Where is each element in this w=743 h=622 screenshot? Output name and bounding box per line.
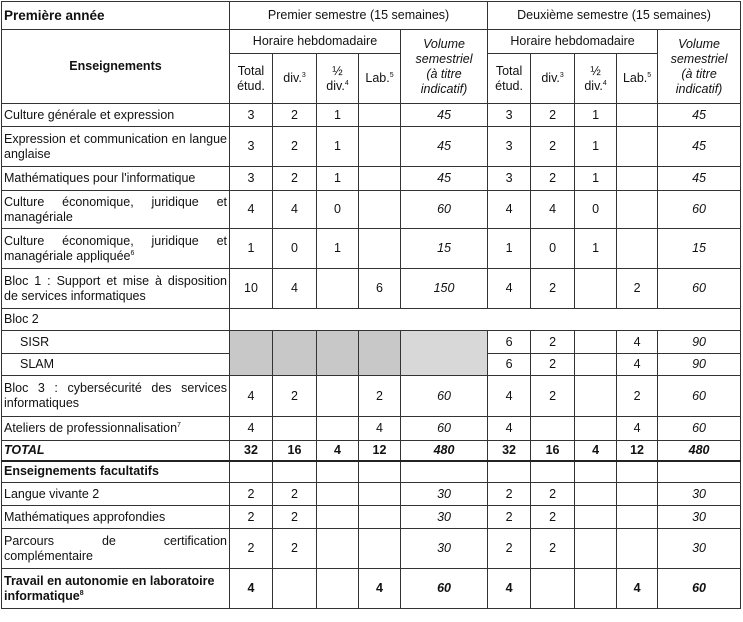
empty-cell: [617, 461, 658, 483]
lab-label: Lab.: [365, 71, 390, 85]
total-line2: étud.: [495, 78, 523, 93]
footnote-marker: 6: [130, 249, 135, 257]
cell: 2: [488, 529, 531, 569]
s2-volume-line1: Volume: [678, 36, 721, 51]
cell: 4: [531, 191, 575, 229]
cell: 2: [531, 376, 575, 417]
s1-horaire-header: Horaire hebdomadaire: [230, 30, 401, 54]
s1-total-header: [230, 54, 273, 104]
cell-volume: 15: [401, 229, 488, 269]
cell: 4: [273, 191, 317, 229]
cell: [575, 506, 617, 529]
cell-volume: 45: [658, 167, 741, 191]
cell: [317, 529, 359, 569]
cell: 4: [575, 441, 617, 461]
s1-volume-header: [401, 30, 488, 104]
cell: [359, 167, 401, 191]
half-footnote: 4: [602, 79, 607, 87]
half-line2: div.: [584, 78, 603, 93]
footnote-marker: 8: [79, 589, 84, 597]
empty-cell: [359, 461, 401, 483]
cell: 2: [531, 167, 575, 191]
s2-half-div-header: [575, 54, 617, 104]
cell: [317, 483, 359, 506]
cell: 2: [531, 331, 575, 354]
cell: [359, 191, 401, 229]
cell: 0: [575, 191, 617, 229]
s2-volume-line4: indicatif): [675, 81, 723, 96]
table-row: [2, 483, 741, 506]
half-line1: ½: [332, 63, 343, 78]
cell: 2: [531, 529, 575, 569]
cell-volume: 90: [658, 331, 741, 354]
total-line1: Total: [495, 63, 523, 78]
shaded-cell: [317, 331, 359, 376]
cell: 2: [273, 483, 317, 506]
cell-volume: 480: [401, 441, 488, 461]
cell: [317, 506, 359, 529]
s2-volume-line2: semestriel: [670, 51, 728, 66]
cell-volume: 45: [658, 104, 741, 127]
cell: 2: [230, 529, 273, 569]
cell: 32: [488, 441, 531, 461]
row-label-text: Ateliers de professionnalisation: [4, 421, 178, 435]
cell: 2: [230, 506, 273, 529]
cell: 4: [617, 354, 658, 376]
lab-footnote: 5: [647, 71, 652, 79]
cell: 4: [617, 417, 658, 441]
cell: 1: [317, 229, 359, 269]
s2-total-header: [488, 54, 531, 104]
cell: 2: [273, 127, 317, 167]
row-label-text: Culture économique, juridique et managériale appliquée: [4, 233, 227, 263]
half-line2: div.: [326, 78, 345, 93]
cell: [359, 483, 401, 506]
cell: 32: [230, 441, 273, 461]
shaded-cell: [273, 331, 317, 376]
div-footnote: 3: [301, 71, 306, 79]
cell: [617, 127, 658, 167]
cell: [617, 229, 658, 269]
cell-volume: 30: [401, 529, 488, 569]
cell: [359, 127, 401, 167]
table-row: [2, 506, 741, 529]
empty-cell: [317, 461, 359, 483]
cell: 4: [617, 331, 658, 354]
enseignements-header: Enseignements: [2, 30, 230, 104]
empty-cell: [273, 461, 317, 483]
table-row: [2, 529, 741, 569]
row-label: Bloc 1 : Support et mise à disposition de services informatiques: [2, 269, 230, 309]
cell: 16: [273, 441, 317, 461]
row-label-text: Travail en autonomie en laboratoire informatique: [4, 573, 215, 603]
slam-label: SLAM: [2, 354, 230, 376]
cell: [575, 417, 617, 441]
s1-div-header: [273, 54, 317, 104]
table-row: [2, 104, 741, 127]
cell: [317, 569, 359, 609]
s2-volume-header: [658, 30, 741, 104]
row-label: [2, 569, 230, 609]
semester2-header: Deuxième semestre (15 semaines): [488, 2, 741, 30]
cell: 4: [359, 417, 401, 441]
cell-volume: 30: [401, 506, 488, 529]
s2-div-header: [531, 54, 575, 104]
cell: 12: [359, 441, 401, 461]
table-title: Première année: [2, 2, 230, 30]
cell: 3: [488, 127, 531, 167]
s1-lab-header: [359, 54, 401, 104]
s2-lab-header: [617, 54, 658, 104]
cell: 3: [488, 167, 531, 191]
cell: 2: [273, 104, 317, 127]
total-label: TOTAL: [2, 441, 230, 461]
cell: [575, 269, 617, 309]
sisr-label: SISR: [2, 331, 230, 354]
cell: [617, 167, 658, 191]
lab-label: Lab.: [622, 71, 648, 85]
cell: [575, 376, 617, 417]
cell: [531, 417, 575, 441]
row-label: [2, 229, 230, 269]
cell: 12: [617, 441, 658, 461]
cell: 16: [531, 441, 575, 461]
cell-volume: 60: [401, 376, 488, 417]
table-row: [2, 229, 741, 269]
div-label: div.: [541, 71, 560, 85]
semester1-header: Premier semestre (15 semaines): [230, 2, 488, 30]
cell: 4: [230, 191, 273, 229]
table-row: [2, 417, 741, 441]
row-label: Expression et communication en langue anglaise: [2, 127, 230, 167]
cell: 2: [531, 483, 575, 506]
cell-volume: 60: [401, 417, 488, 441]
cell: [317, 417, 359, 441]
cell: 3: [488, 104, 531, 127]
div-footnote: 3: [559, 71, 564, 79]
cell-volume: 60: [658, 191, 741, 229]
cell: [575, 354, 617, 376]
cell: [617, 529, 658, 569]
sisr-row: [2, 331, 741, 354]
cell: 1: [230, 229, 273, 269]
half-footnote: 4: [344, 79, 349, 87]
shaded-cell: [401, 331, 488, 376]
cell-volume: 15: [658, 229, 741, 269]
row-label: Culture économique, juridique et managériale: [2, 191, 230, 229]
cell-volume: 45: [401, 127, 488, 167]
cell: 4: [488, 191, 531, 229]
s1-volume-line3: (à titre: [426, 66, 462, 81]
cell: [359, 506, 401, 529]
row-label: Parcours de certification complémentaire: [2, 529, 230, 569]
cell: 10: [230, 269, 273, 309]
cell: 6: [488, 331, 531, 354]
cell: [359, 529, 401, 569]
total-line2: étud.: [237, 78, 265, 93]
total-line1: Total: [237, 63, 265, 78]
curriculum-table: [1, 1, 741, 609]
total-row: [2, 441, 741, 461]
header-row-semesters: [2, 2, 741, 30]
footnote-marker: 7: [177, 421, 181, 429]
table-row: [2, 167, 741, 191]
cell: 2: [273, 529, 317, 569]
cell: 4: [617, 569, 658, 609]
s1-volume-line1: Volume: [423, 36, 465, 51]
bloc2-empty: [230, 309, 741, 331]
cell: [575, 331, 617, 354]
cell-volume: 30: [658, 506, 741, 529]
cell: [359, 229, 401, 269]
cell: [317, 269, 359, 309]
row-label: Bloc 3 : cybersécurité des services informatiques: [2, 376, 230, 417]
cell: 4: [488, 569, 531, 609]
facultatifs-label: Enseignements facultatifs: [2, 461, 230, 483]
cell: 4: [230, 376, 273, 417]
cell-volume: 480: [658, 441, 741, 461]
row-label: Mathématiques approfondies: [2, 506, 230, 529]
cell: 2: [273, 376, 317, 417]
cell-volume: 60: [401, 569, 488, 609]
cell: [273, 417, 317, 441]
cell: 0: [273, 229, 317, 269]
cell: 2: [531, 354, 575, 376]
cell-volume: 150: [401, 269, 488, 309]
row-label: Mathématiques pour l'informatique: [2, 167, 230, 191]
empty-cell: [531, 461, 575, 483]
s1-volume-line2: semestriel: [415, 51, 473, 66]
cell: 4: [488, 269, 531, 309]
cell: 0: [317, 191, 359, 229]
cell: 1: [317, 167, 359, 191]
table-row: [2, 269, 741, 309]
cell-volume: 30: [401, 483, 488, 506]
cell: [359, 104, 401, 127]
cell: [617, 104, 658, 127]
cell-volume: 90: [658, 354, 741, 376]
cell-volume: 45: [401, 104, 488, 127]
empty-cell: [658, 461, 741, 483]
shaded-cell: [230, 331, 273, 376]
cell: 1: [317, 104, 359, 127]
cell: 3: [230, 104, 273, 127]
cell-volume: 30: [658, 529, 741, 569]
cell: 1: [317, 127, 359, 167]
cell-volume: 60: [658, 269, 741, 309]
cell: [575, 483, 617, 506]
cell: 2: [488, 483, 531, 506]
cell: [617, 191, 658, 229]
cell: [531, 569, 575, 609]
cell: 6: [488, 354, 531, 376]
s2-volume-line3: (à titre: [681, 66, 717, 81]
cell: 2: [531, 104, 575, 127]
div-label: div.: [283, 71, 302, 85]
empty-cell: [575, 461, 617, 483]
cell: 2: [273, 167, 317, 191]
empty-cell: [401, 461, 488, 483]
autonomie-row: [2, 569, 741, 609]
lab-footnote: 5: [389, 71, 394, 79]
cell: 2: [531, 506, 575, 529]
s1-volume-line4: indicatif): [420, 81, 468, 96]
cell: 4: [273, 269, 317, 309]
cell: 2: [359, 376, 401, 417]
cell: 6: [359, 269, 401, 309]
cell: 1: [575, 104, 617, 127]
header-row-horaire: [2, 30, 741, 54]
row-label: [2, 417, 230, 441]
shaded-cell: [359, 331, 401, 376]
cell-volume: 45: [658, 127, 741, 167]
half-line1: ½: [590, 63, 601, 78]
cell: [617, 506, 658, 529]
table-row: [2, 376, 741, 417]
table-row: [2, 191, 741, 229]
cell-volume: 60: [401, 191, 488, 229]
cell: 2: [617, 269, 658, 309]
s2-horaire-header: Horaire hebdomadaire: [488, 30, 658, 54]
cell: [575, 569, 617, 609]
cell: 4: [359, 569, 401, 609]
row-label: Langue vivante 2: [2, 483, 230, 506]
cell: 1: [488, 229, 531, 269]
cell: 1: [575, 229, 617, 269]
empty-cell: [488, 461, 531, 483]
bloc2-label: Bloc 2: [2, 309, 230, 331]
cell: 4: [230, 569, 273, 609]
cell: 2: [230, 483, 273, 506]
cell: 2: [531, 127, 575, 167]
cell: 4: [317, 441, 359, 461]
row-label: Culture générale et expression: [2, 104, 230, 127]
cell: [273, 569, 317, 609]
cell-volume: 30: [658, 483, 741, 506]
cell-volume: 60: [658, 417, 741, 441]
cell-volume: 60: [658, 376, 741, 417]
facultatifs-header-row: [2, 461, 741, 483]
cell: 2: [531, 269, 575, 309]
cell-volume: 45: [401, 167, 488, 191]
cell: [617, 483, 658, 506]
cell: [317, 376, 359, 417]
cell: 4: [488, 417, 531, 441]
cell: 4: [230, 417, 273, 441]
cell: 2: [273, 506, 317, 529]
cell: 0: [531, 229, 575, 269]
table-row: [2, 127, 741, 167]
empty-cell: [230, 461, 273, 483]
cell: 2: [488, 506, 531, 529]
cell: [575, 529, 617, 569]
cell: 3: [230, 127, 273, 167]
cell-volume: 60: [658, 569, 741, 609]
cell: 1: [575, 127, 617, 167]
bloc2-row: [2, 309, 741, 331]
cell: 2: [617, 376, 658, 417]
s1-half-div-header: [317, 54, 359, 104]
cell: 3: [230, 167, 273, 191]
cell: 1: [575, 167, 617, 191]
cell: 4: [488, 376, 531, 417]
